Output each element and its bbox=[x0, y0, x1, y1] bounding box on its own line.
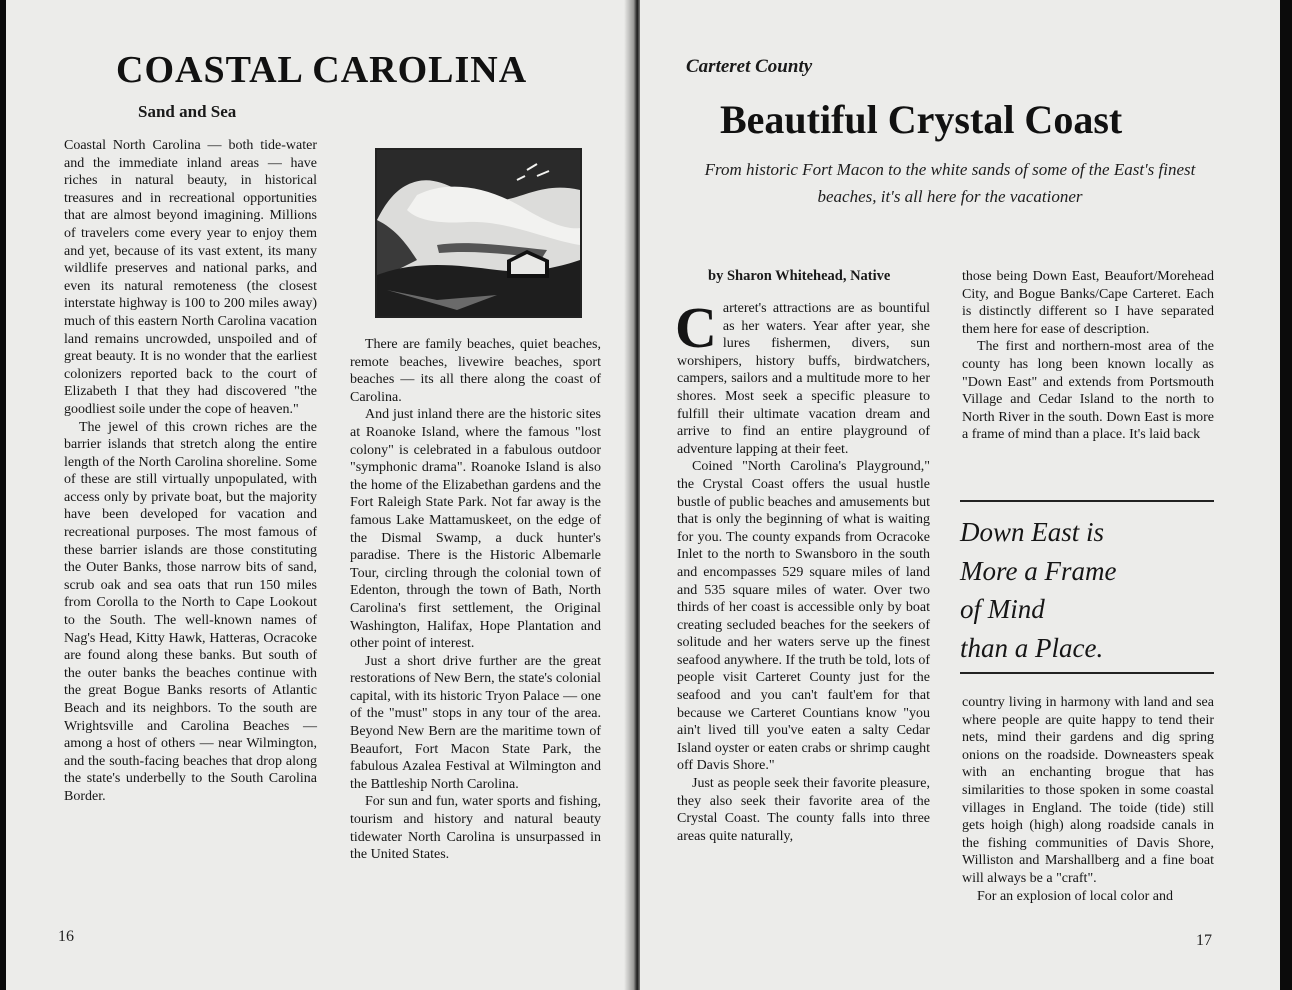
pull-quote-bottom-rule bbox=[960, 672, 1214, 674]
left-col1-paragraph-1: Coastal North Carolina — both tide-water and the immediate inland areas — have riches in natural beauty, in historical treasures and in recreational opportunities that are almost beyond imagining. Millions of travelers come every year to enjoy them and yet, because of its vast extent, its many wildlife preserves and national parks, and even its natural remoteness (the closest interstate highway is 100 to 200 miles away) much of this eastern North Carolina vacation land remains uncrowded, unspoiled and of great beauty. It is no wonder that the earliest colonizers reported back to the court of Elizabeth I that they had discovered "the goodliest soile under the cope of heaven." bbox=[64, 138, 317, 417]
right-page-kicker: Carteret County bbox=[686, 56, 813, 77]
right-column-2-top bbox=[962, 268, 1214, 444]
coastal-landscape-illustration bbox=[375, 148, 582, 318]
illustration-drawing bbox=[377, 150, 580, 316]
left-col2-paragraph-1: There are family beaches, quiet beaches, remote beaches, livewire beaches, sport beaches — its all there along the coast of Carolina. bbox=[350, 337, 601, 405]
byline: by Sharon Whitehead, Native bbox=[708, 268, 891, 284]
drop-cap: C bbox=[675, 295, 717, 360]
right-column-2-bottom bbox=[962, 694, 1214, 905]
left-column-1 bbox=[64, 137, 317, 806]
right-col2-paragraph-1: those being Down East, Beaufort/Morehead City, and Bogue Banks/Cape Carteret. Each is distinctly different so I have separated them here for ease of description. bbox=[962, 269, 1214, 337]
left-col2-paragraph-4: For sun and fun, water sports and fishing, tourism and history and natural beauty tidewater North Carolina is unsurpassed in the United States. bbox=[350, 794, 601, 863]
pull-quote bbox=[960, 513, 1214, 667]
left-page-subtitle: Sand and Sea bbox=[138, 102, 237, 121]
left-column-2 bbox=[350, 336, 601, 864]
right-page-deck: From historic Fort Macon to the white sands of some of the East's finest beaches, it's all here for the vacationer bbox=[704, 160, 1196, 206]
right-page-number: 17 bbox=[1196, 932, 1212, 949]
right-page-title: Beautiful Crystal Coast bbox=[720, 97, 1123, 142]
right-col1-paragraph-2: Coined "North Carolina's Playground," the Crystal Coast offers the usual hustle bustle of public beaches and amusements but that is only the beginning of what is waiting for you. The county expands from Ocracoke Inlet to the north to Swansboro in the south and encompasses 529 square miles of land and 535 square miles of water. Over two thirds of her coast is accessible only by boat creating secluded beaches for the seekers of solitude and her waters serve up the finest seafood anywhere. If the truth be told, lots of people visit Carteret County just for the seafood and you can't fault'em for that because we Carteret Countians know "you ain't lived till you've eaten a salty Cedar Island oyster or eaten crabs or shrimp caught off Davis Shore." bbox=[677, 459, 930, 774]
right-col2-paragraph-4: For an explosion of local color and bbox=[977, 888, 1173, 904]
pull-quote-line-3: of Mind bbox=[960, 594, 1045, 624]
left-col2-paragraph-3: Just a short drive further are the great restorations of New Bern, the state's colonial capital, with its historic Tryon Palace — one of the "must" stops in any tour of the area. Beyond New Bern are the maritime town of Beaufort, Fort Macon State Park, the fabulous Azalea Festival at Wilmington and the Battleship North Carolina. bbox=[350, 653, 601, 792]
left-page bbox=[6, 0, 632, 990]
right-col1-paragraph-3: Just as people seek their favorite pleasure, they also seek their favorite area of the Crystal Coast. The county falls into three areas quite naturally, bbox=[677, 776, 930, 844]
pull-quote-line-4: than a Place. bbox=[960, 632, 1104, 663]
pull-quote-line-1: Down East is bbox=[960, 517, 1105, 547]
right-column-1 bbox=[675, 295, 930, 845]
left-col1-paragraph-2: The jewel of this crown riches are the barrier islands that stretch along the entire length of the North Carolina shoreline. Some of these are still virtually unpopulated, with access only by private boat, but the majority have been developed for vacation and recreational purposes. The most famous of these barrier islands are those constituting the Outer Banks, those narrow bits of sand, scrub oak and sea oats that run 150 miles from Corolla to the North to Cape Lookout to the South. The well-known names of Nag's Head, Kitty Hawk, Hatteras, Ocracoke are found along these banks. But south of the outer banks the beaches continue with the great Bogue Banks resorts of Atlantic Beach and its neighbors. To the south are Wrightsville and Carolina Beaches — among a host of others — near Wilmington, and the south-facing beaches that drop along the state's underbelly to the South Carolina Border. bbox=[64, 419, 317, 804]
left-page-title: COASTAL CAROLINA bbox=[116, 49, 528, 91]
right-col2-paragraph-2: The first and northern-most area of the county has long been known locally as "Down East" and extends from Portsmouth Village and Cedar Island to the north to North River in the south. Down East is more a frame of mind than a place. It's laid back bbox=[962, 339, 1214, 443]
right-col1-paragraph-1: arteret's attractions are as bountiful as her waters. Year after year, she lures fishermen, divers, sun worshipers, history buffs, birdwatchers, campers, sailors and a multitude more to her shores. Most seek a specific pleasure to fulfill their ultimate vacation dream and arrive to find an entire playground of adventure lapping at their feet. bbox=[677, 301, 930, 457]
right-col2-paragraph-3: country living in harmony with land and sea where people are quite happy to tend their nets, mind their gardens and dig spring onions on the roadside. Downeasters speak with an enchanting brogue that has similarities to those spoken in some coastal villages in England. The toide (tide) still gets hoigh (high) along roadside canals in the fishing communities of Davis Shore, Williston and Marshallberg and a fine boat will always be a "craft". bbox=[962, 695, 1214, 886]
pull-quote-top-rule bbox=[960, 500, 1214, 502]
pull-quote-line-2: More a Frame bbox=[960, 555, 1117, 586]
right-page bbox=[640, 0, 1280, 990]
left-col2-paragraph-2: And just inland there are the historic sites at Roanoke Island, where the famous "lost colony" is celebrated in a fabulous outdoor "symphonic drama". Roanoke Island is also the home of the Elizabethan gardens and the Fort Raleigh State Park. Not far away is the famous Lake Mattamuskeet, on the edge of the Dismal Swamp, a duck hunter's paradise. There is the Historic Albemarle Tour, circling through the colonial town of Edenton, through the town of Bath, North Carolina's first settlement, the Original Washington, Halifax, Hope Plantation and other point of interest. bbox=[350, 407, 601, 652]
left-page-number: 16 bbox=[58, 928, 74, 945]
